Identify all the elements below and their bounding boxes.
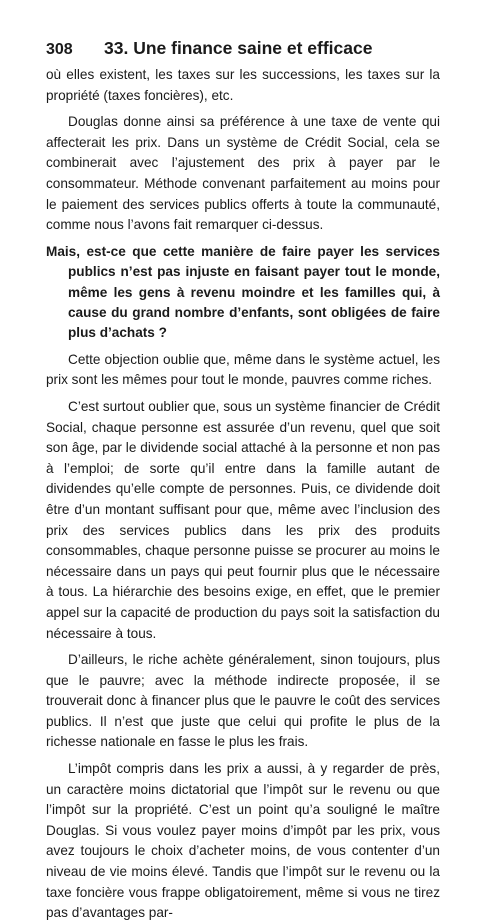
paragraph-douglas-sales-tax: Douglas donne ainsi sa préférence à une taxe de vente qui affecterait les prix. Dans un système de Crédit Social, cela se combinerait avec l’ajustement des prix à payer par le consommateur. Méthode convenant parfaitement au moins pour le paiement des services publics offerts à toute la communauté, comme nous l’avons fait remarquer ci-dessus. (46, 114, 440, 233)
paragraph-rich-pay-more: D’ailleurs, le riche achète généralement, sinon toujours, plus que le pauvre; avec la méthode indirecte proposée, il se trouverait donc à financer plus que le pauvre le coût des services publics. Il n’est que juste que celui qui profite le plus de la richesse nationale en fasse le plus les frais. (46, 652, 440, 750)
paragraph-objection: Cette objection oublie que, même dans le système actuel, les prix sont les mêmes pour tout le monde, pauvres comme riches. (46, 351, 440, 388)
paragraph-continuation: où elles existent, les taxes sur les successions, les taxes sur la propriété (taxes foncières), etc. (46, 67, 440, 103)
question-heading: Mais, est-ce que cette manière de faire payer les services publics n’est pas injuste en faisant payer tout le monde, même les gens à revenu moindre et les familles qui, à cause du grand nombre d’enfants, sont obligées de faire plus d’achats ? (46, 243, 440, 341)
page-number: 308 (46, 41, 73, 58)
page-header (46, 38, 440, 59)
chapter-title: 33. Une finance saine et efficace (104, 38, 373, 58)
paragraph-social-dividend: C’est surtout oublier que, sous un système financier de Crédit Social, chaque personne est assurée d’un revenu, quel que soit son âge, par le dividende social attaché à la personne et non pas à l’emploi; de sorte qu’il entre dans la famille autant de dividendes qu’elle compte de personnes. Puis, ce dividende doit être d’un montant suffisant pour que, même avec l’inclusion des prix des services publics dans les prix des produits consommables, chaque personne puisse se procurer au moins le nécessaire dans un pays qui peut fournir plus que le nécessaire à tous. La hiérarchie des besoins exige, en effet, que le premier appel sur la capacité de production du pays soit la satisfaction du nécessaire à tous. (46, 398, 440, 641)
paragraph-less-dictatorial: L’impôt compris dans les prix a aussi, à y regarder de près, un caractère moins dictatorial que l’impôt sur le revenu ou que l’impôt sur la propriété. C’est un point qu’a souligné le maître Douglas. Si vous voulez payer moins d’impôt par les prix, vous avez toujours le choix d’acheter moins, de vous contenter d’un niveau de vie moins élevé. Tandis que l’impôt sur le revenu ou la taxe foncière vous frappe obligatoirement, même si vous ne tirez pas d’avantages par- (46, 761, 440, 921)
